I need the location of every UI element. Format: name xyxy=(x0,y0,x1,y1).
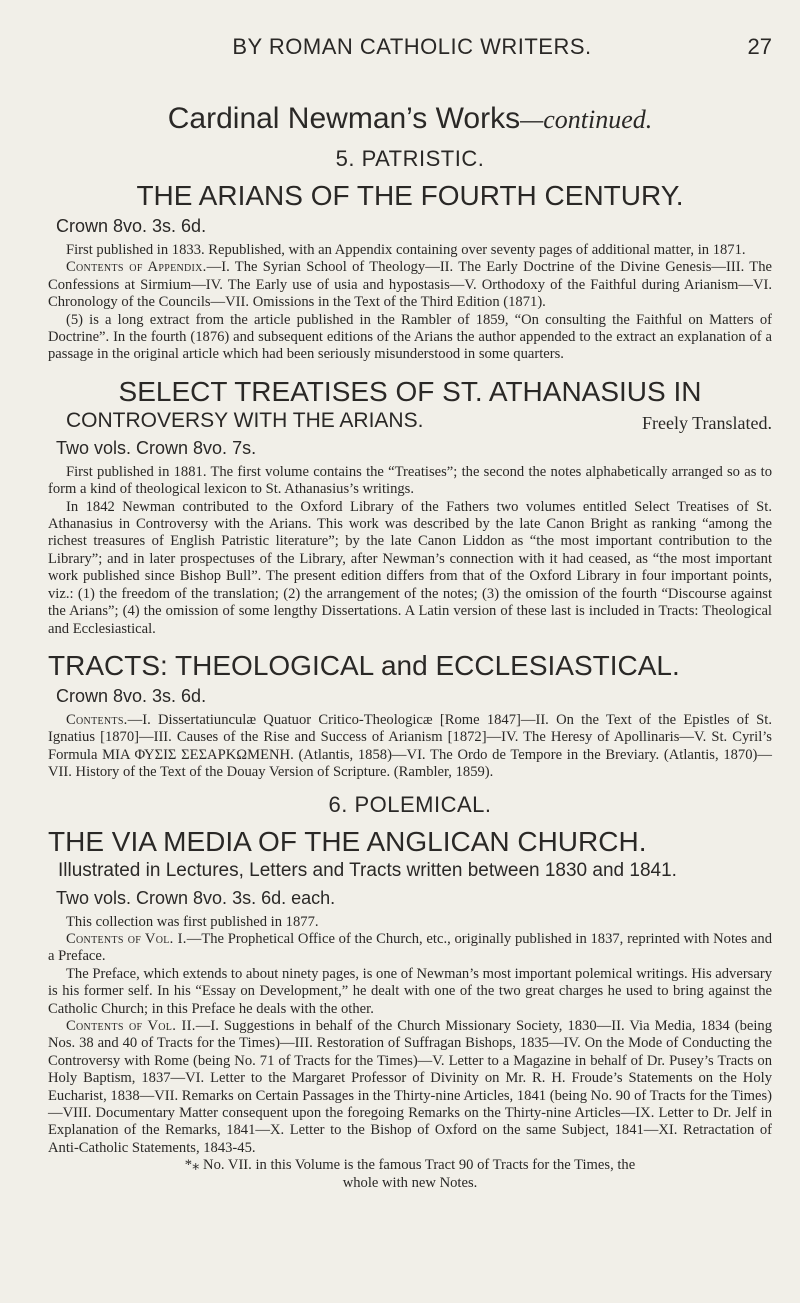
work-subtitle-athanasius xyxy=(66,408,772,434)
paragraph: (5) is a long extract from the article published in the Rambler of 1859, “On consulting the Faithful on Matters of Doctrine”. In the fourth (1876) and subsequent editions of the Arians the author appended to the extract an explanation of a passage in the original article which had been seriously misunderstood in some quarters. xyxy=(48,311,772,363)
page-content xyxy=(48,102,772,1192)
page-heading xyxy=(48,102,772,136)
footnote-line: *⁎ No. VII. in this Volume is the famous Tract 90 of Tracts for the Times, the xyxy=(184,1157,636,1174)
format-tracts: Crown 8vo. 3s. 6d. xyxy=(56,685,207,706)
work-title-arians: THE ARIANS OF THE FOURTH CENTURY. xyxy=(136,180,684,211)
page-heading-main: Cardinal Newman’s Works xyxy=(167,102,521,135)
paragraph: The Preface, which extends to about ninety pages, is one of Newman’s most important polemical writings. His adversary is his former self. In his “Essay on Development,” he dealt with one of the two great charges he used to bring against the Catholic Church; in this Preface he deals with the other. xyxy=(48,965,773,1017)
paragraph xyxy=(48,931,772,966)
format-arians: Crown 8vo. 3s. 6d. xyxy=(56,216,207,236)
contents-text: —I. Suggestions in behalf of the Church Missionary Society, 1830—II. Via Media, 1834 (being Nos. 38 and 40 of Tracts for the Times)—III. Restoration of Suffragan Bishops, 1835—IV. On the Mode of Conducting the Controversy with Rome (being No. 71 of Tracts for the Times)—V. Letter to a Magazine in behalf of Dr. Pusey’s Tracts on Holy Baptism, 1837—VI. Letter to the Margaret Professor of Divinity on Mr. R. H. Froude’s Statements on the Holy Eucharist, 1838—VII. Remarks on Certain Passages in the Thirty-nine Articles, 1841 (being No. 90 of Tracts for the Times)—VIII. Documentary Matter consequent upon the foregoing Remarks on the Thirty-nine Articles—IX. Letter to Dr. Jelf in Explanation of the Remarks, 1841—X. Letter to the Bishop of Oxford on the same Subject, 1841—XI. Retractation of Anti-Catholic Statements, 1843-45. xyxy=(48,1017,773,1156)
paragraph xyxy=(48,1018,772,1157)
paragraph: In 1842 Newman contributed to the Oxford Library of the Fathers two volumes entitled Select Treatises of St. Athanasius in Controversy with the Arians. This work was described by the late Canon Bright as ranking “among the richest treasures of English Patristic literature”; by the late Canon Liddon as “the most important contribution to the Library”; and in later prospectuses of the Library, after Newman’s connection with it had ceased, as “the most important work published since Bishop Bull”. The present edition differs from that of the Oxford Library in four important points, viz.: (1) the freedom of the translation; (2) the arrangement of the notes; (3) the omission of the fourth “Discourse against the Arians”; (4) the omission of some lengthy Dissertations. A Latin version of these last is included in Tracts: Theological and Ecclesiastical. xyxy=(48,498,772,637)
contents-label: Contents. xyxy=(66,711,128,728)
section-heading-patristic: 5. PATRISTIC. xyxy=(335,146,485,171)
paragraph: First published in 1881. The first volume contains the “Treatises”; the second the notes alphabetically arranged so as to form a kind of theological lexicon to St. Athanasius’s writings. xyxy=(48,463,772,498)
running-head xyxy=(92,34,792,64)
contents-text: —The Prophetical Office of the Church, etc., originally published in 1837, reprinted with Notes and a Preface. xyxy=(48,930,772,965)
contents-text: —I. The Syrian School of Theology—II. The Early Doctrine of the Divine Genesis—III. The Confessions at Sirmium—IV. The Early use of usia and hypostasis—V. Orthodoxy of the Faithful during Arianism—VI. Chronology of the Councils—VII. Omissions in the Text of the Third Edition (1871). xyxy=(48,259,772,311)
footnote-line: whole with new Notes. xyxy=(342,1174,478,1191)
paragraph: First published in 1833. Republished, with an Appendix containing over seventy pages of additional matter, in 1871. xyxy=(66,242,746,258)
paragraph: This collection was first published in 1877. xyxy=(66,913,319,930)
contents-label: Contents of Appendix. xyxy=(66,259,207,276)
page-heading-continued: —continued. xyxy=(520,105,653,134)
work-subtitle-via-media: Illustrated in Lectures, Letters and Tracts written between 1830 and 1841. xyxy=(58,859,677,881)
contents-label: Contents of Vol. II. xyxy=(66,1017,196,1034)
paragraph xyxy=(48,712,772,782)
format-via-media: Two vols. Crown 8vo. 3s. 6d. each. xyxy=(56,887,336,908)
work-title-via-media: THE VIA MEDIA OF THE ANGLICAN CHURCH. xyxy=(48,825,647,857)
work-title-tracts: TRACTS: THEOLOGICAL and ECCLESIASTICAL. xyxy=(48,649,680,681)
page-number: 27 xyxy=(747,34,772,59)
work-title-athanasius: SELECT TREATISES OF ST. ATHANASIUS IN xyxy=(118,375,702,407)
contents-text: —I. Dissertatiunculæ Quatuor Critico-Theologicæ [Rome 1847]—II. On the Text of the Epistles of St. Ignatius [1870]—III. Causes of the Rise and Success of Arianism [1872]—IV. The Heresy of Apollinaris—V. St. Cyril’s Formula ΜΙΑ ΦΥΣΙΣ ΣΕΣΑΡΚΩΜΕΝΗ. (Atlantis, 1858)—VI. The Ordo de Tempore in the Breviary. (Atlantis, 1870)—VII. History of the Text of the Douay Version of Scripture. (Rambler, 1859). xyxy=(48,711,772,781)
paragraph xyxy=(48,259,772,311)
subtitle-note: Freely Translated. xyxy=(642,412,772,433)
section-heading-polemical: 6. POLEMICAL. xyxy=(328,791,492,817)
subtitle-text: CONTROVERSY WITH THE ARIANS. xyxy=(66,408,424,432)
running-title: BY ROMAN CATHOLIC WRITERS. xyxy=(232,34,592,59)
contents-label: Contents of Vol. I. xyxy=(66,930,187,947)
format-athanasius: Two vols. Crown 8vo. 7s. xyxy=(56,437,257,458)
